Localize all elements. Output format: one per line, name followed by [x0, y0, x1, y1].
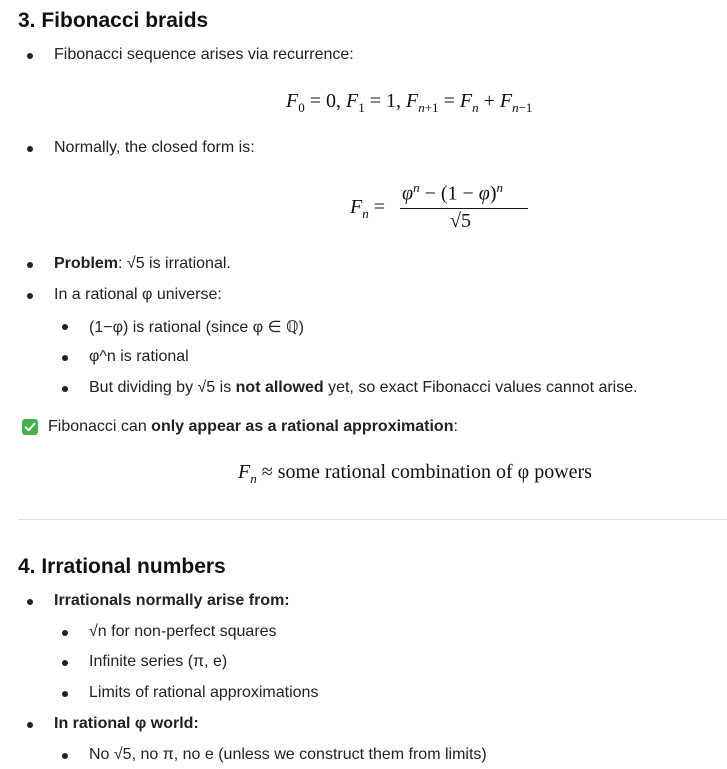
bullet-problem: Problem: √5 is irrational. — [54, 255, 231, 272]
bullet-rational-world: In rational φ world: — [54, 715, 199, 732]
section-4-heading: 4. Irrational numbers — [18, 555, 226, 578]
sub-bullet-series: Infinite series (π, e) — [89, 653, 228, 670]
bullet-rational-universe: In a rational φ universe: — [54, 286, 222, 303]
binet-lhs: $F_n$ = — [350, 196, 385, 221]
binet-denominator: √5 — [450, 210, 471, 232]
bullet-dot — [27, 146, 33, 152]
sub-bullet-dividing: But dividing by √5 is not allowed yet, so exact Fibonacci values cannot arise. — [89, 379, 638, 396]
sub-bullet-sqrt: √n for non-perfect squares — [89, 623, 277, 640]
bullet-dot — [27, 262, 33, 268]
fraction-bar — [400, 208, 528, 209]
sub-bullet-limits: Limits of rational approximations — [89, 684, 319, 701]
sub-bullet-dot — [62, 355, 68, 361]
bullet-closed-form: Normally, the closed form is: — [54, 139, 255, 156]
sub-bullet-dot — [62, 630, 68, 636]
sub-bullet-dot — [62, 691, 68, 697]
bullet-dot — [27, 722, 33, 728]
section-divider — [18, 519, 727, 520]
sub-bullet-dot — [62, 753, 68, 759]
bullet-dot — [27, 599, 33, 605]
bullet-dot — [27, 293, 33, 299]
sub-bullet-dot — [62, 386, 68, 392]
check-icon — [22, 419, 38, 435]
sub-bullet-rational: (1−φ) is rational (since φ ∈ ℚ) — [89, 319, 304, 336]
sub-bullet-no-irrationals: No √5, no π, no e (unless we construct them from limits) — [89, 746, 487, 763]
section-3-heading: 3. Fibonacci braids — [18, 9, 209, 32]
recurrence-formula: $F_0 = 0$, $F_1 = 1$, $F_{n+1} = F_n + F_{n-1}$ — [286, 90, 533, 115]
sub-bullet-dot — [62, 324, 68, 330]
approximation-formula: $F_n$ ≈ some rational combination of φ powers — [238, 461, 592, 486]
bullet-irrationals: Irrationals normally arise from: — [54, 592, 290, 609]
approximation-note: Fibonacci can only appear as a rational approximation: — [48, 418, 458, 435]
sub-bullet-phi-power: φ^n is rational — [89, 348, 189, 365]
sub-bullet-dot — [62, 660, 68, 666]
binet-numerator: $\varphi^n - (1 - \varphi)^n$ — [402, 180, 504, 205]
bullet-dot — [27, 53, 33, 59]
bullet-recurrence: Fibonacci sequence arises via recurrence: — [54, 46, 354, 63]
